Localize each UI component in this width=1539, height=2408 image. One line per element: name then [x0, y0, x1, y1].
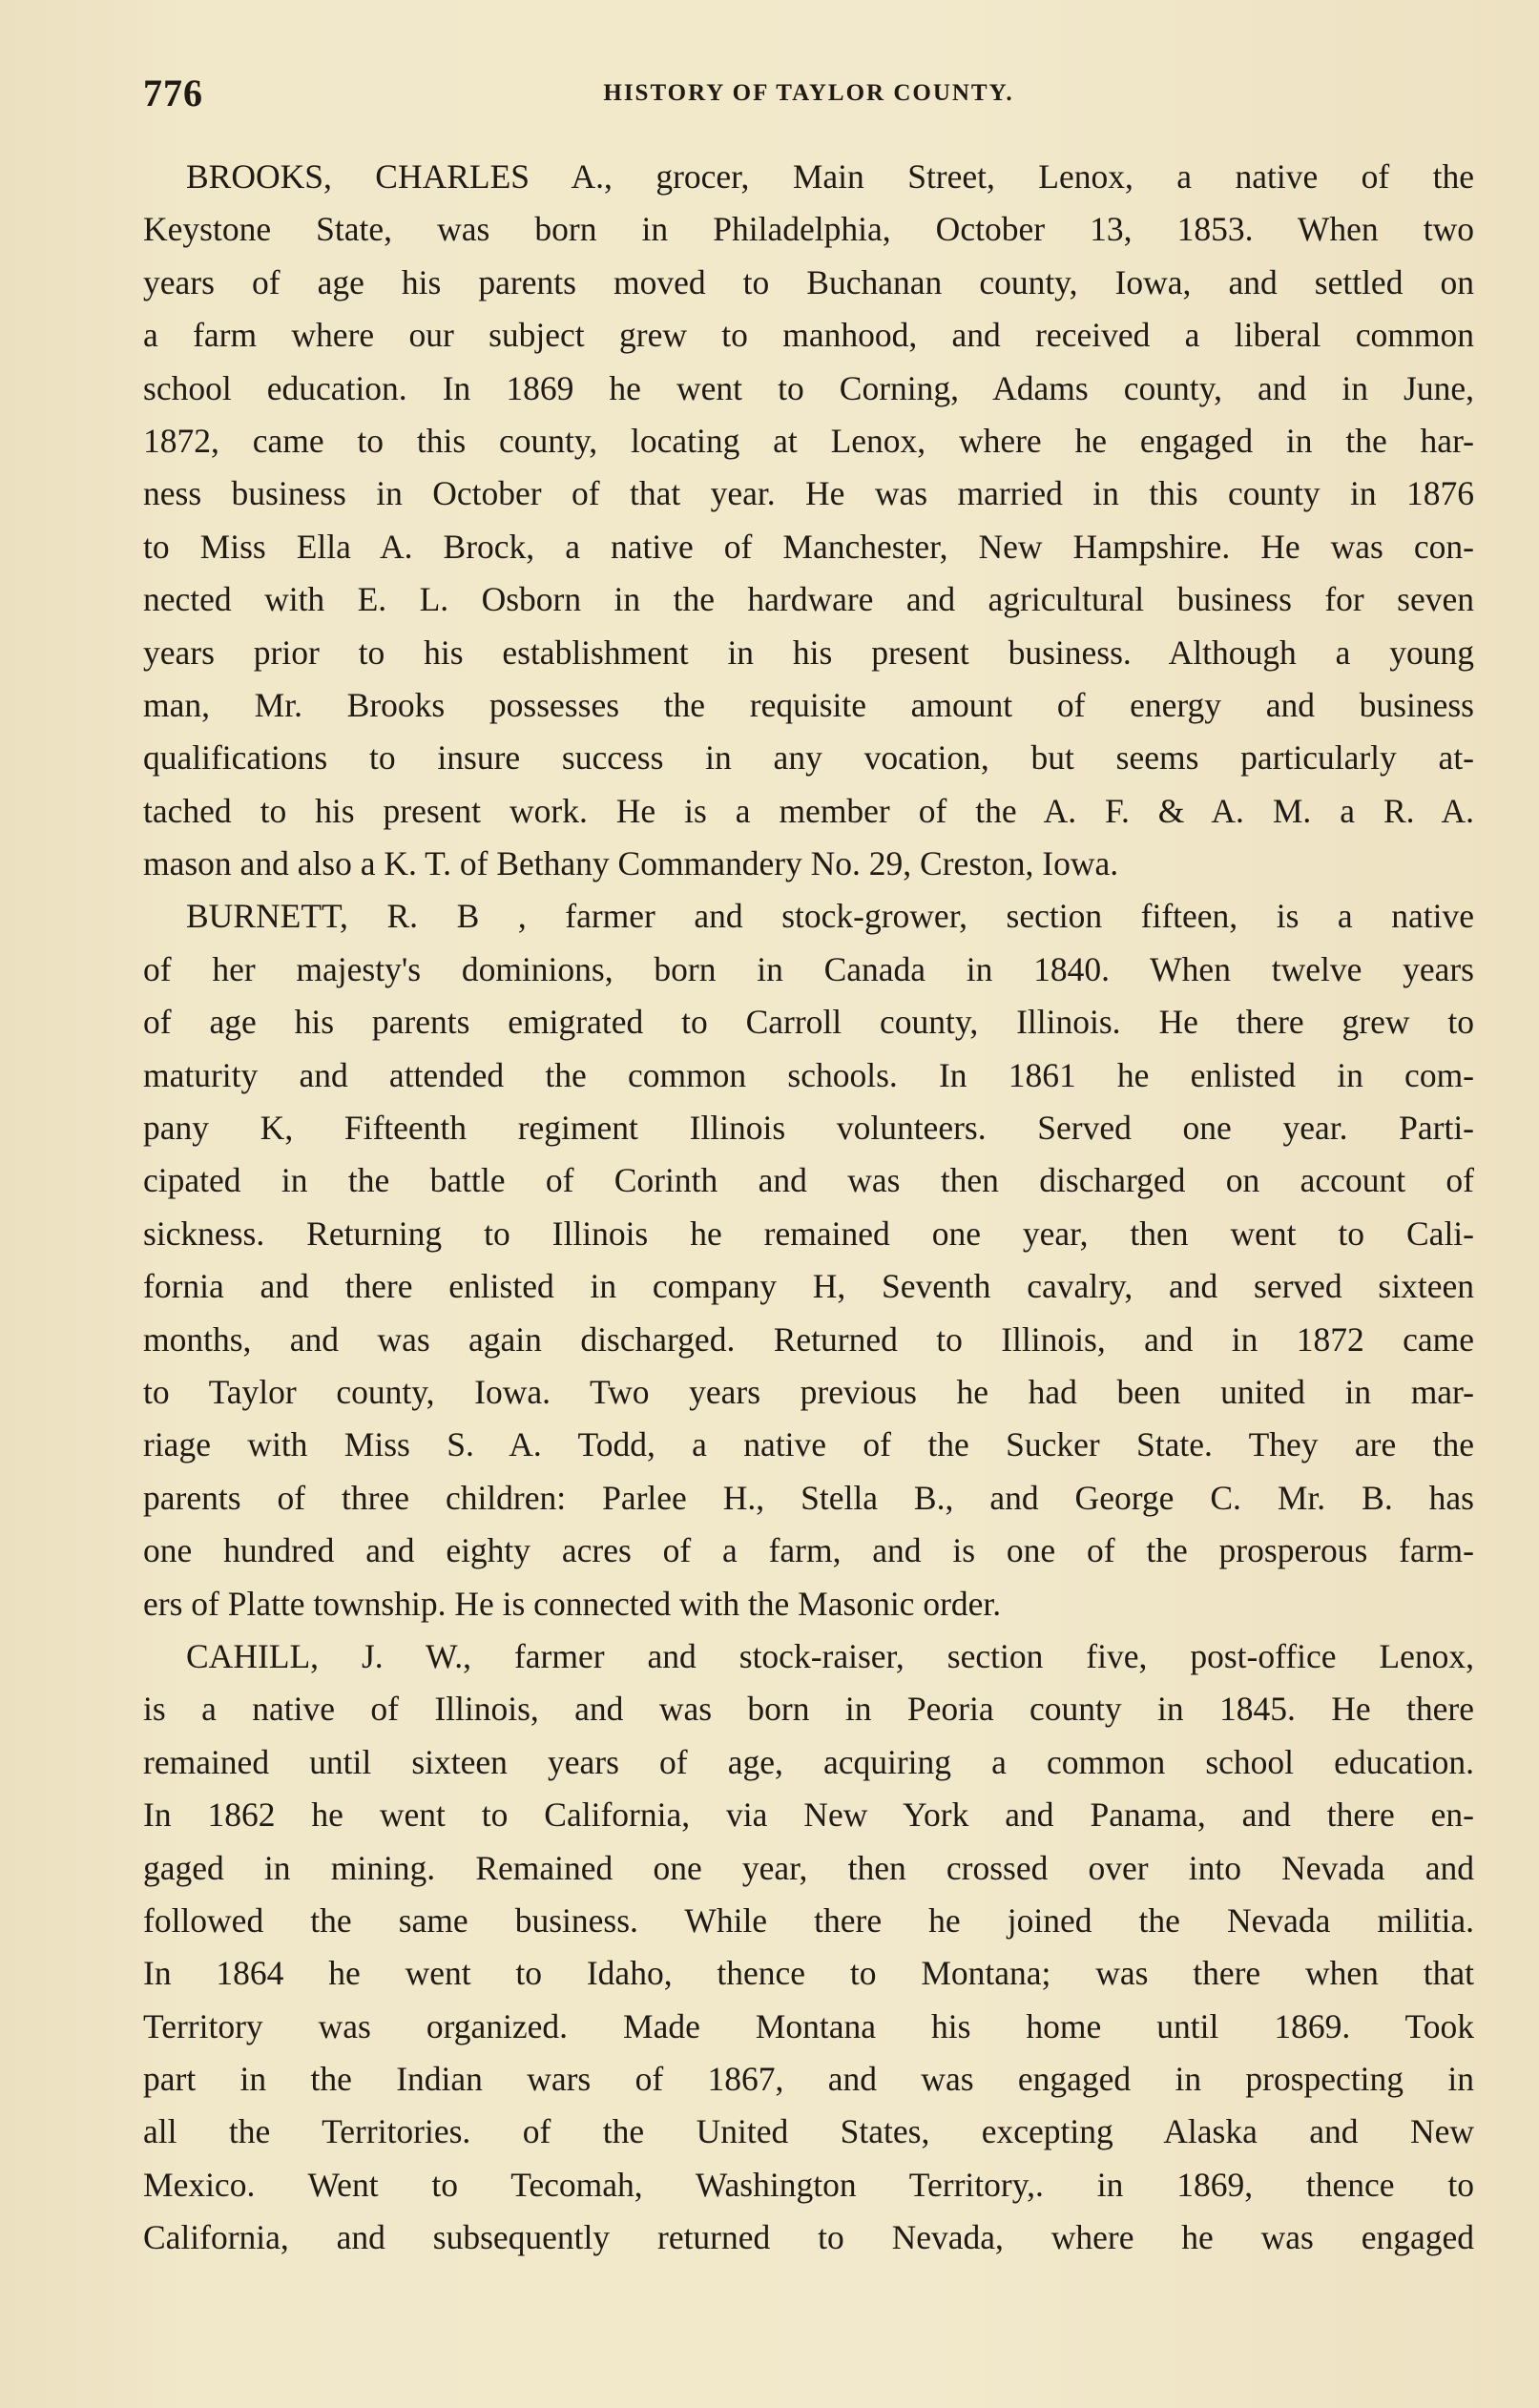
text-line: to Taylor county, Iowa. Two years previous he had been united in mar- [143, 1372, 1474, 1411]
text-line: man, Mr. Brooks possesses the requisite amount of energy and business [143, 685, 1474, 724]
page-number: 776 [143, 72, 203, 114]
text-line: maturity and attended the common schools. In 1861 he enlisted in com- [143, 1055, 1474, 1094]
text-line: is a native of Illinois, and was born in Peoria county in 1845. He there [143, 1690, 1474, 1729]
text-line: BURNETT, R. B , farmer and stock-grower, section fifteen, is a native [186, 897, 1474, 936]
text-line: a farm where our subject grew to manhood, and received a liberal common [143, 316, 1474, 355]
text-line: part in the Indian wars of 1867, and was engaged in prospecting in [143, 2060, 1474, 2099]
text-line: In 1864 he went to Idaho, thence to Montana; was there when that [143, 1954, 1474, 1993]
text-line: to Miss Ella A. Brock, a native of Manchester, New Hampshire. He was con- [143, 527, 1474, 566]
text-line: Territory was organized. Made Montana his home until 1869. Took [143, 2006, 1474, 2045]
text-line: In 1862 he went to California, via New York and Panama, and there en- [143, 1796, 1474, 1835]
text-line: BROOKS, CHARLES A., grocer, Main Street, Lenox, a native of the [186, 157, 1474, 196]
text-line: cipated in the battle of Corinth and was then discharged on account of [143, 1161, 1474, 1200]
text-line: sickness. Returning to Illinois he remained one year, then went to Cali- [143, 1214, 1474, 1253]
text-line: tached to his present work. He is a member of the A. F. & A. M. a R. A. [143, 791, 1474, 830]
text-line: of her majesty's dominions, born in Canada in 1840. When twelve years [143, 949, 1474, 988]
text-line: all the Territories. of the United States, excepting Alaska and New [143, 2112, 1474, 2151]
text-line: months, and was again discharged. Returned to Illinois, and in 1872 came [143, 1319, 1474, 1359]
text-line: followed the same business. While there he joined the Nevada militia. [143, 1900, 1474, 1940]
text-line: 1872, came to this county, locating at Lenox, where he engaged in the har- [143, 421, 1474, 460]
text-line: CAHILL, J. W., farmer and stock-raiser, section five, post-office Lenox, [186, 1636, 1474, 1675]
text-line: Keystone State, was born in Philadelphia, October 13, 1853. When two [143, 210, 1474, 249]
page-header [143, 71, 1474, 124]
text-line: remained until sixteen years of age, acquiring a common school education. [143, 1742, 1474, 1781]
text-line: school education. In 1869 he went to Corning, Adams county, and in June, [143, 368, 1474, 407]
text-line: ers of Platte township. He is connected with the Masonic order. [143, 1584, 1002, 1623]
text-line: gaged in mining. Remained one year, then crossed over into Nevada and [143, 1848, 1474, 1887]
text-line: of age his parents emigrated to Carroll county, Illinois. He there grew to [143, 1003, 1474, 1042]
text-line: fornia and there enlisted in company H, Seventh cavalry, and served sixteen [143, 1267, 1474, 1306]
text-line: Mexico. Went to Tecomah, Washington Territory,. in 1869, thence to [143, 2165, 1474, 2204]
text-line: years of age his parents moved to Buchanan county, Iowa, and settled on [143, 262, 1474, 301]
text-line: riage with Miss S. A. Todd, a native of the Sucker State. They are the [143, 1425, 1474, 1464]
text-line: years prior to his establishment in his present business. Although a young [143, 633, 1474, 672]
text-line: parents of three children: Parlee H., Stella B., and George C. Mr. B. has [143, 1478, 1474, 1517]
text-line: ness business in October of that year. He was married in this county in 1876 [143, 474, 1474, 513]
text-line: mason and also a K. T. of Bethany Commandery No. 29, Creston, Iowa. [143, 844, 1119, 883]
running-head: HISTORY OF TAYLOR COUNTY. [603, 80, 1014, 106]
text-line: pany K, Fifteenth regiment Illinois volunteers. Served one year. Parti- [143, 1109, 1474, 1148]
text-line: nected with E. L. Osborn in the hardware and agricultural business for seven [143, 580, 1474, 619]
text-line: California, and subsequently returned to Nevada, where he was engaged [143, 2218, 1474, 2257]
body-text [143, 151, 1474, 2265]
text-line: qualifications to insure success in any vocation, but seems particularly at- [143, 738, 1474, 778]
text-line: one hundred and eighty acres of a farm, and is one of the prosperous farm- [143, 1531, 1474, 1570]
